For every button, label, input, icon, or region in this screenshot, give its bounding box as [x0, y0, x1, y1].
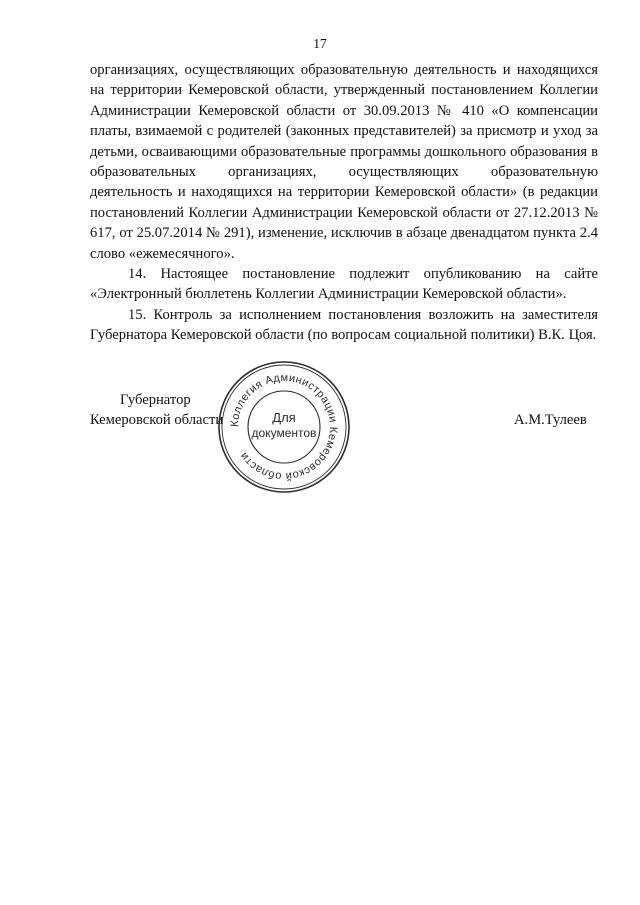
- page-number: 17: [313, 36, 327, 51]
- document-body: [90, 60, 598, 346]
- signer-title: Губернатор: [120, 392, 191, 408]
- paragraph-continuation: организациях, осуществляющих образовательную деятельность и находящихся на территории Кемеровской области, утвержденный постановлением Коллегии Администрации Кемеровской области от 30.09.2013 № 410 «О компенсации платы, взимаемой с родителей (законных представителей) за присмотр и уход за детьми, осваивающими образовательные программы дошкольного образования в образовательных организациях, осуществляющих образовательную деятельность и находящихся на территории Кемеровской области» (в редакции постановлений Коллегии Администрации Кемеровской области от 27.12.2013 № 617, от 25.07.2014 № 291), изменение, исключив в абзаце двенадцатом пункта 2.4 слово «ежемесячного».: [90, 62, 598, 262]
- signer-name: А.М.Тулеев: [514, 412, 587, 428]
- signer-region: Кемеровской области: [90, 412, 224, 428]
- stamp-center-line-2: документов: [251, 426, 317, 440]
- stamp-center-line-1: Для: [272, 410, 296, 425]
- stamp-ring-text: Коллегия Администрации Кемеровской области: [228, 371, 340, 483]
- official-stamp: [214, 357, 354, 497]
- paragraph-15: 15. Контроль за исполнением постановления возложить на заместителя Губернатора Кемеровской области (по вопросам социальной политики) В.К. Цоя.: [90, 306, 598, 344]
- paragraph-14: 14. Настоящее постановление подлежит опубликованию на сайте «Электронный бюллетень Коллегии Администрации Кемеровской области».: [90, 266, 598, 303]
